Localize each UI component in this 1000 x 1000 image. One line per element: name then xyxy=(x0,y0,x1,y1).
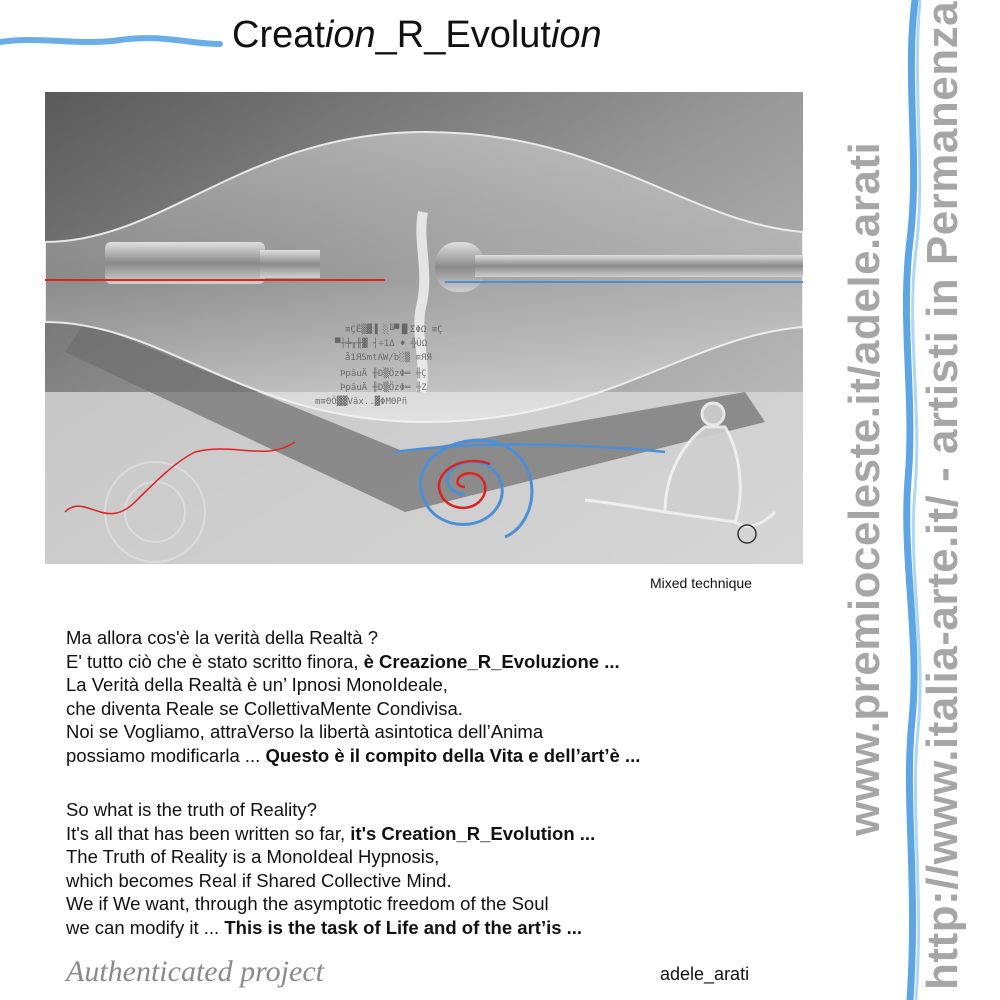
artwork-image xyxy=(45,92,803,564)
italian-line-4: che diventa Reale se CollettivaMente Condivisa. xyxy=(66,697,463,719)
authenticated-label: Authenticated project xyxy=(66,955,324,988)
author-name: adele_arati xyxy=(660,964,750,984)
english-line-1: So what is the truth of Reality? xyxy=(66,799,317,820)
svg-text:▀┼╪╥╫▓ ┤÷1Δ ♦ ╬ÜΩ: ▀┼╪╥╫▓ ┤÷1Δ ♦ ╬ÜΩ xyxy=(335,339,428,349)
italian-paragraph xyxy=(66,626,640,767)
italian-line-1: Ma allora cos'è la verità della Realtà ? xyxy=(66,627,379,648)
italian-line-6: possiamo modificarla ... Questo è il compito della Vita e dell’art’è ... xyxy=(66,744,641,766)
italia-arte-url[interactable]: http://www.italia-arte.it/ - artisti in Permanenza xyxy=(918,0,967,990)
page-title: Creation_R_Evolution xyxy=(232,14,602,56)
italian-line-3: La Verità della Realtà è un’ Ipnosi MonoIdeale, xyxy=(66,674,448,695)
artwork-illustration xyxy=(45,92,803,564)
svg-text:ÞpâuÄ ╫D▒ÖzΦ═ ╫Z: ÞpâuÄ ╫D▒ÖzΦ═ ╫Z xyxy=(340,383,427,393)
svg-text:≡ÇË▒▓▐ ░╚▀▐▌ΣΦΩ ≡Ç: ≡ÇË▒▓▐ ░╚▀▐▌ΣΦΩ ≡Ç xyxy=(345,325,443,335)
english-line-3: The Truth of Reality is a MonoIdeal Hypnosis, xyxy=(66,846,440,867)
italian-line-5: Noi se Vogliamo, attraVerso la libertà asintotica dell’Anima xyxy=(66,721,544,742)
svg-text:ÞpâuÄ ╫D▒ÖzΦ═ ╫Ç: ÞpâuÄ ╫D▒ÖzΦ═ ╫Ç xyxy=(340,369,427,379)
english-line-2: It's all that has been written so far, it's Creation_R_Evolution ... xyxy=(66,822,596,844)
italian-line-2: E' tutto ciò che è stato scritto finora, è Creazione_R_Evoluzione ... xyxy=(66,650,620,672)
artwork-caption: Mixed technique xyxy=(650,575,752,591)
blue-brush-stroke-top xyxy=(0,0,230,60)
premioceleste-url[interactable]: www.premioceleste.it/adele.arati xyxy=(840,141,889,836)
english-line-6: we can modify it ... This is the task of Life and of the art’is ... xyxy=(66,916,583,938)
english-line-4: which becomes Real if Shared Collective Mind. xyxy=(66,869,452,891)
english-paragraph xyxy=(66,798,595,939)
svg-text:å1ЯSmtAW/b░▒ ≡ЯЯ: å1ЯSmtAW/b░▒ ≡ЯЯ xyxy=(345,353,432,363)
svg-text:m≡ΘÖ▓▓Vâx..▓ΦMΘPñ: m≡ΘÖ▓▓Vâx..▓ΦMΘPñ xyxy=(315,397,408,407)
english-line-5: We if We want, through the asymptotic freedom of the Soul xyxy=(66,893,549,914)
